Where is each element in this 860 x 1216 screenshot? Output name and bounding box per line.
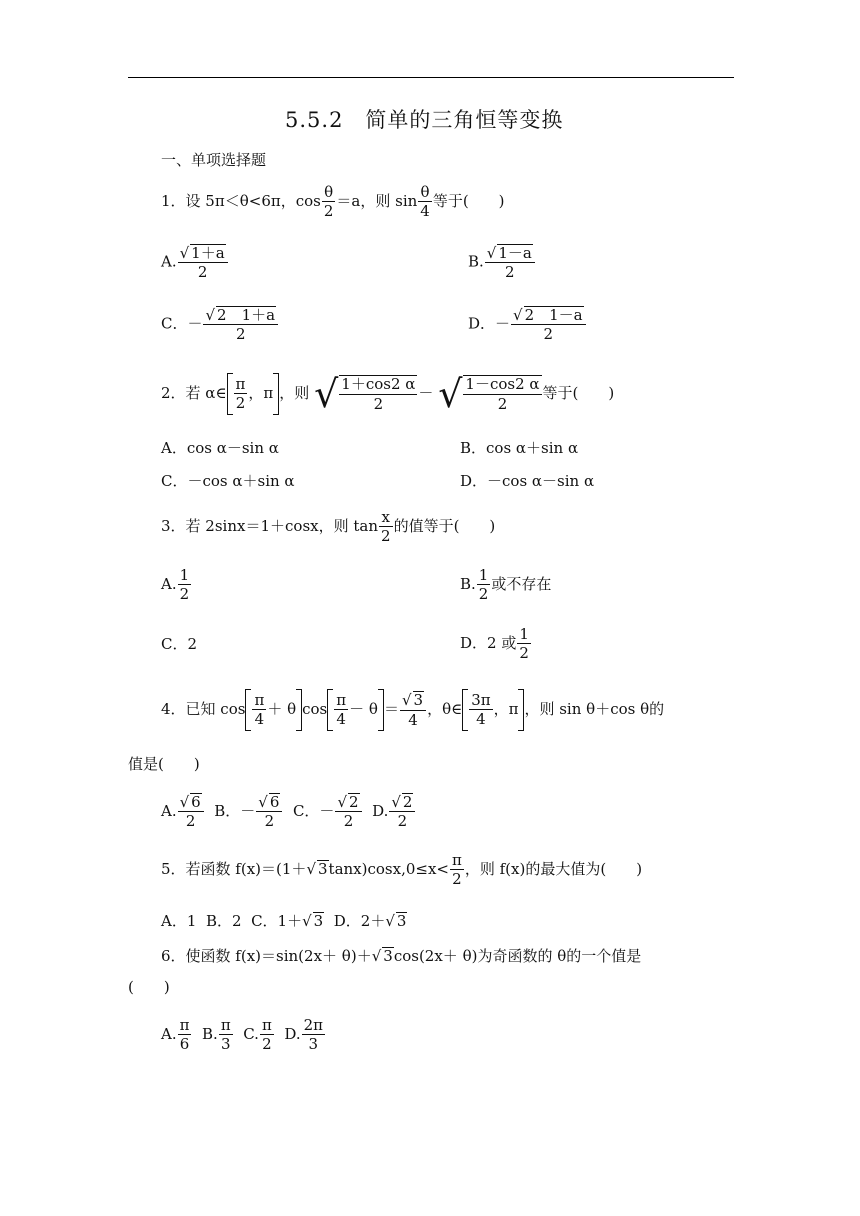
q4-option-a: A. $\frac{√ 6}{2}$: [161, 802, 205, 820]
q4-options: [161, 793, 416, 830]
question-2-stem: 2．若 α∈ $\frac{\pi}{2}$ ，π ，则 √ $\frac{1+\cos 2 \alpha}{2}$ － √ $\frac{1-\cos 2 \alpha}{2}$ 等于( ): [161, 372, 615, 416]
q3-option-d: D．2 或 $\frac{1}{2}$: [460, 625, 529, 663]
question-6-stem: 6．使函数 f(x)＝sin(2x＋ θ)＋√ 3cos(2x＋ θ)为奇函数的 θ的一个值是: [161, 947, 642, 965]
section-heading: 一、单项选择题: [161, 151, 267, 169]
question-4-stem: 4．已知 cos $\frac{\pi}{4}$ ＋ θ cos $\frac{\pi}{4}$ － θ ＝ $\frac{√ 3}{4}$ ，θ∈ $\frac{3\pi}{4}$ ，π ，则 sin θ＋cos θ的: [161, 689, 664, 731]
q3-option-a: A. $\frac{1}{2}$: [161, 566, 190, 604]
q5-options: [161, 912, 407, 930]
q6-options: [161, 1017, 326, 1053]
q2-option-b: B．cos α＋sin α: [460, 439, 579, 457]
question-6-line2: ( ): [128, 978, 170, 996]
q1-option-c: C．－ $\frac{√ 2 1+a}{2}$: [161, 306, 279, 343]
q6-option-b: B. $\frac{\pi}{3}$: [202, 1016, 231, 1054]
q3-option-b: B. $\frac{1}{2}$ 或不存在: [460, 566, 552, 604]
page-title: 5.5.2 简单的三角恒等变换: [285, 108, 564, 132]
q2-option-c: C．－cos α＋sin α: [161, 472, 295, 490]
q4-option-d: D. $\frac{√ 2}{2}$: [372, 802, 416, 820]
question-4-line2: 值是( ): [128, 755, 200, 773]
question-5-stem: 5．若函数 f(x)＝(1＋√ 3tanx)cosx,0≤x< $\frac{\pi}{2}$ ，则 f(x)的最大值为( ): [161, 851, 643, 889]
q1-option-a: A. $\frac{√ 1+a}{2}$: [161, 244, 229, 281]
q6-option-d: D. $\frac{2\pi}{3}$: [284, 1016, 324, 1054]
q4-option-c: C．－ $\frac{√ 2}{2}$: [293, 802, 363, 820]
q5-option-b: B．2: [205, 912, 242, 930]
header-rule: [128, 77, 734, 78]
q2-option-d: D．－cos α－sin α: [460, 472, 595, 490]
q5-option-a: A．1: [161, 912, 197, 930]
question-1-stem: 1．设 5π＜θ<6π，cos $\frac{\theta}{2}$ ＝a，则 sin $\frac{\theta}{4}$ 等于( ): [161, 183, 505, 221]
q2-option-a: A．cos α－sin α: [161, 439, 279, 457]
q5-option-c: C．1＋√ 3: [251, 912, 324, 930]
q1-option-b: B. $\frac{√ 1-a}{2}$: [468, 244, 536, 281]
q5-option-d: D．2＋√ 3: [333, 912, 407, 930]
q3-option-c: C．2: [161, 635, 198, 653]
q6-option-c: C. $\frac{\pi}{2}$: [243, 1016, 272, 1054]
q4-option-b: B．－ $\frac{√ 6}{2}$: [214, 802, 283, 820]
q6-option-a: A. $\frac{\pi}{6}$: [161, 1016, 190, 1054]
q1-option-d: D．－ $\frac{√ 2 1-a}{2}$: [468, 306, 587, 343]
question-3-stem: 3．若 2sinx＝1＋cosx，则 tan $\frac{x}{2}$ 的值等于( ): [161, 508, 496, 546]
